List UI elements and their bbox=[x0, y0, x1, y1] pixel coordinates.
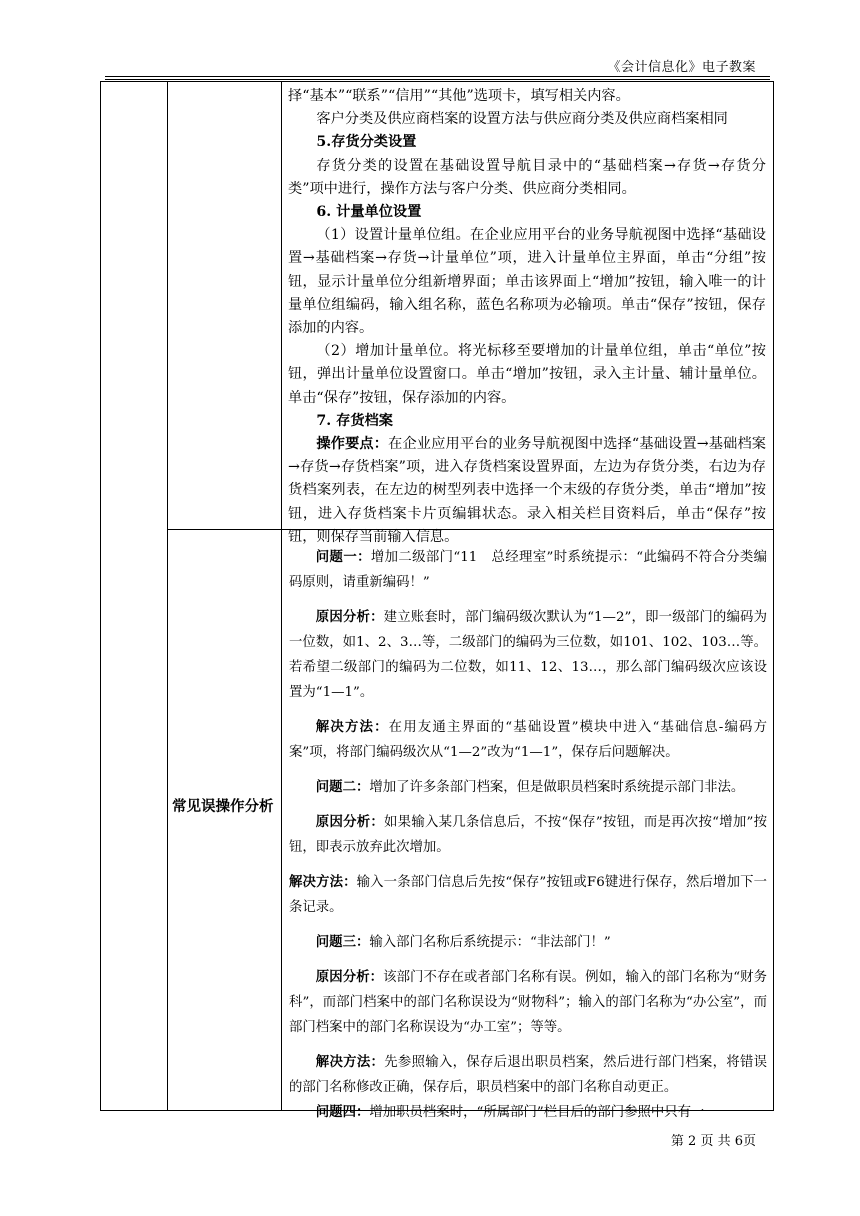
problem-4 bbox=[289, 1100, 767, 1125]
solution-3-label: 解决方法： bbox=[315, 1054, 385, 1070]
solution-2 bbox=[289, 870, 767, 920]
paragraph-inventory-category: 存货分类的设置在基础设置导航目录中的“基础档案→存货→存货分类”项中进行，操作方法与客户分类、供应商分类相同。 bbox=[288, 157, 766, 197]
problem-3-text: 输入部门名称后系统提示：“非法部门！” bbox=[369, 935, 611, 950]
problem-4-text: 增加职员档案时，“所属部门”栏目后的部门参照中只有一 bbox=[369, 1105, 705, 1120]
cause-1-label: 原因分析： bbox=[315, 609, 384, 625]
key-points-label: 操作要点： bbox=[316, 436, 389, 453]
document-header-title: 《会计信息化》电子教案 bbox=[607, 60, 756, 75]
key-points-text: 在企业应用平台的业务导航视图中选择“基础设置→基础档案→存货→存货档案”项，进入存货档案设置界面，左边为存货分类，右边为存货档案列表，在左边的树型列表中选择一个末级的存货分类，单击“增加”按钮，进入存货档案卡片页编辑状态。录入相关栏目资料后，单击“保存”按钮，则保存当前输入信息。 bbox=[288, 436, 766, 545]
problem-3 bbox=[289, 930, 767, 955]
solution-2-label: 解决方法： bbox=[289, 874, 357, 890]
heading-inventory-archive: 7. 存货档案 bbox=[316, 412, 393, 429]
solution-1 bbox=[289, 715, 767, 765]
problem-1 bbox=[289, 545, 767, 595]
paragraph-customer-note: 客户分类及供应商档案的设置方法与供应商分类及供应商档案相同 bbox=[316, 111, 728, 128]
column-divider-1 bbox=[167, 82, 168, 1110]
common-errors-label: 常见误操作分析 bbox=[172, 799, 274, 815]
paragraph-unit-group: （1）设置计量单位组。在企业应用平台的业务导航视图中选择“基础设置→基础档案→存货→计量单位”项，进入计量单位主界面，单击“分组”按钮，显示计量单位分组新增界面；单击该界面上“增加”按钮，输入唯一的计量单位组编码，输入组名称，蓝色名称项为必输项。单击“保存”按钮，保存添加的内容。 bbox=[288, 227, 766, 337]
cause-1-text: 建立账套时，部门编码级次默认为“1—2”，即一级部门的编码为一位数，如1、2、3…等，二级部门的编码为三位数，如101、102、103…等。若希望二级部门的编码为二位数，如11、12、13…，那么部门编码级次应该设置为“1—1”。 bbox=[289, 610, 768, 700]
cause-2 bbox=[289, 810, 767, 860]
problem-1-text: 增加二级部门“11 总经理室”时系统提示：“此编码不符合分类编码原则，请重新编码！” bbox=[289, 550, 768, 590]
cause-3 bbox=[289, 965, 767, 1040]
header-rule-top bbox=[105, 76, 770, 77]
lesson-table bbox=[100, 81, 774, 1120]
operation-content-cell bbox=[282, 82, 770, 549]
problem-3-label: 问题三： bbox=[315, 934, 370, 950]
heading-inventory-category: 5.存货分类设置 bbox=[316, 134, 417, 151]
paragraph-add-unit: （2）增加计量单位。将光标移至要增加的计量单位组，单击“单位”按钮，弹出计量单位设置窗口。单击“增加”按钮，录入主计量、辅计量单位。单击“保存”按钮，保存添加的内容。 bbox=[288, 343, 766, 406]
cause-3-label: 原因分析： bbox=[315, 969, 384, 985]
problem-2-label: 问题二： bbox=[315, 779, 370, 795]
cause-2-text: 如果输入某几条信息后，不按“保存”按钮，而是再次按“增加”按钮，即表示放弃此次增加。 bbox=[289, 815, 767, 855]
cause-2-label: 原因分析： bbox=[315, 814, 385, 830]
cause-3-text: 该部门不存在或者部门名称有误。例如，输入的部门名称为“财务科”，而部门档案中的部门名称误设为“财物科”；输入的部门名称为“办公室”，而部门档案中的部门名称误设为“办工室”；等等。 bbox=[289, 970, 768, 1035]
solution-1-text: 在用友通主界面的“基础设置”模块中进入“基础信息-编码方案”项，将部门编码级次从“1—2”改为“1—1”，保存后问题解决。 bbox=[289, 720, 768, 760]
heading-unit-setting: 6. 计量单位设置 bbox=[316, 204, 422, 221]
solution-2-text: 输入一条部门信息后先按“保存”按钮或F6键进行保存，然后增加下一条记录。 bbox=[289, 875, 768, 915]
solution-3-text: 先参照输入，保存后退出职员档案，然后进行部门档案，将错误的部门名称修改正确，保存后，职员档案中的部门名称自动更正。 bbox=[289, 1055, 768, 1095]
solution-3 bbox=[289, 1050, 767, 1100]
cause-1 bbox=[289, 605, 767, 705]
common-errors-cell bbox=[282, 529, 772, 1125]
problem-2-text: 增加了许多条部门档案，但是做职员档案时系统提示部门非法。 bbox=[369, 780, 745, 795]
header-rule-bottom bbox=[105, 79, 770, 80]
problem-2 bbox=[289, 775, 767, 800]
problem-4-label: 问题四： bbox=[315, 1104, 370, 1120]
problem-1-label: 问题一： bbox=[315, 549, 371, 565]
paragraph-tab-selection: 择“基本”“联系”“信用”“其他”选项卡，填写相关内容。 bbox=[288, 88, 630, 104]
page-number: 第 2 页 共 6页 bbox=[670, 1134, 756, 1149]
solution-1-label: 解决方法： bbox=[315, 719, 389, 735]
